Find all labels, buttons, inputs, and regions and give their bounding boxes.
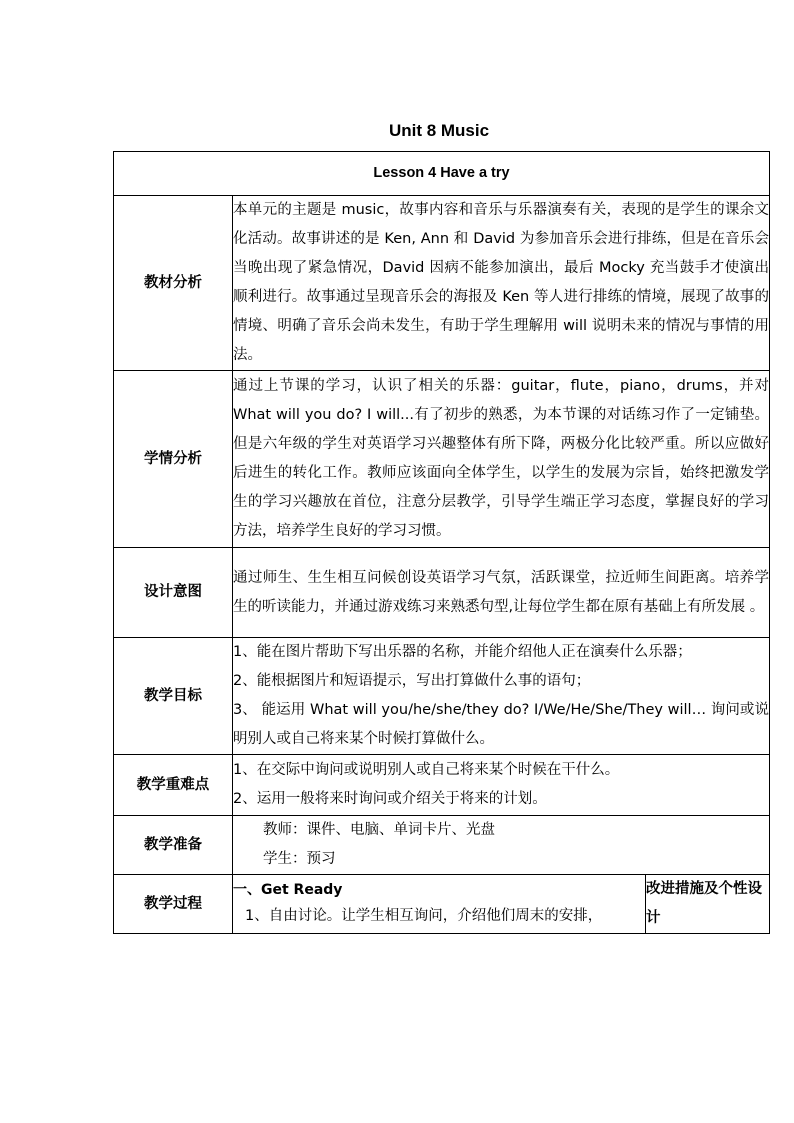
key-point-item: 1、在交际中询问或说明别人或自己将来某个时候在干什么。 — [233, 762, 620, 778]
lesson-title: Lesson 4 Have a try — [114, 152, 770, 196]
process-heading: 一、Get Ready — [233, 882, 343, 898]
process-row — [114, 875, 770, 934]
students-label: 学情分析 — [114, 371, 233, 548]
process-content — [233, 875, 646, 934]
material-label: 教材分析 — [114, 196, 233, 371]
preparation-item: 教师：课件、电脑、单词卡片、光盘 — [263, 822, 495, 838]
objectives-content — [233, 638, 770, 755]
document-title: Unit 8 Music — [388, 121, 490, 140]
objective-item: 3、 能运用 What will you/he/she/they do? I/We/He/She/They will… 询问或说明别人或自己将来某个时候打算做什么。 — [233, 702, 770, 747]
key-points-content — [233, 755, 770, 816]
students-content — [233, 371, 770, 548]
objectives-label: 教学目标 — [114, 638, 233, 755]
objectives-row — [114, 638, 770, 755]
design-row — [114, 548, 770, 638]
design-label: 设计意图 — [114, 548, 233, 638]
lesson-title-row — [114, 152, 770, 196]
design-content — [233, 548, 770, 638]
design-text: 通过师生、生生相互问候创设英语学习气氛，活跃课堂，拉近师生间距离。培养学生的听读能力，并通过游戏练习来熟悉句型,让每位学生都在原有基础上有所发展 。 — [233, 569, 770, 615]
students-row — [114, 371, 770, 548]
objective-item: 2、能根据图片和短语提示，写出打算做什么事的语句； — [233, 673, 591, 689]
lesson-plan-table — [113, 151, 770, 934]
material-content — [233, 196, 770, 371]
process-label: 教学过程 — [114, 875, 233, 934]
key-points-label: 教学重难点 — [114, 755, 233, 816]
preparation-content — [233, 816, 770, 875]
improvement-label: 改进措施及个性设计 — [646, 875, 770, 934]
preparation-label: 教学准备 — [114, 816, 233, 875]
key-point-item: 2、运用一般将来时询问或介绍关于将来的计划。 — [233, 791, 547, 807]
material-row — [114, 196, 770, 371]
objective-item: 1、能在图片帮助下写出乐器的名称，并能介绍他人正在演奏什么乐器； — [233, 644, 692, 660]
preparation-row — [114, 816, 770, 875]
key-points-row — [114, 755, 770, 816]
process-line: 1、自由讨论。让学生相互询问，介绍他们周末的安排， — [245, 908, 603, 924]
preparation-item: 学生：预习 — [263, 851, 336, 867]
students-text: 通过上节课的学习，认识了相关的乐器：guitar，flute，piano，drums，并对 What will you do? I will...有了初步的熟悉，为本节课的对话练习作了一定铺垫。但是六年级的学生对英语学习兴趣整体有所下降，两极分化比较严重。所以应做好后进生的转化工作。教师应该面向全体学生，以学生的发展为宗旨，始终把激发学生的学习兴趣放在首位，注意分层教学，引导学生端正学习态度，掌握良好的学习方法，培养学生良好的学习习惯。 — [233, 378, 770, 539]
material-text: 本单元的主题是 music，故事内容和音乐与乐器演奏有关，表现的是学生的课余文化活动。故事讲述的是 Ken, Ann 和 David 为参加音乐会进行排练，但是在音乐会当晚出现了紧急情况，David 因病不能参加演出，最后 Mocky 充当鼓手才使演出顺利进行。故事通过呈现音乐会的海报及 Ken 等人进行排练的情境，展现了故事的情境、明确了音乐会尚未发生，有助于学生理解用 will 说明未来的情况与事情的用法。 — [233, 202, 770, 363]
